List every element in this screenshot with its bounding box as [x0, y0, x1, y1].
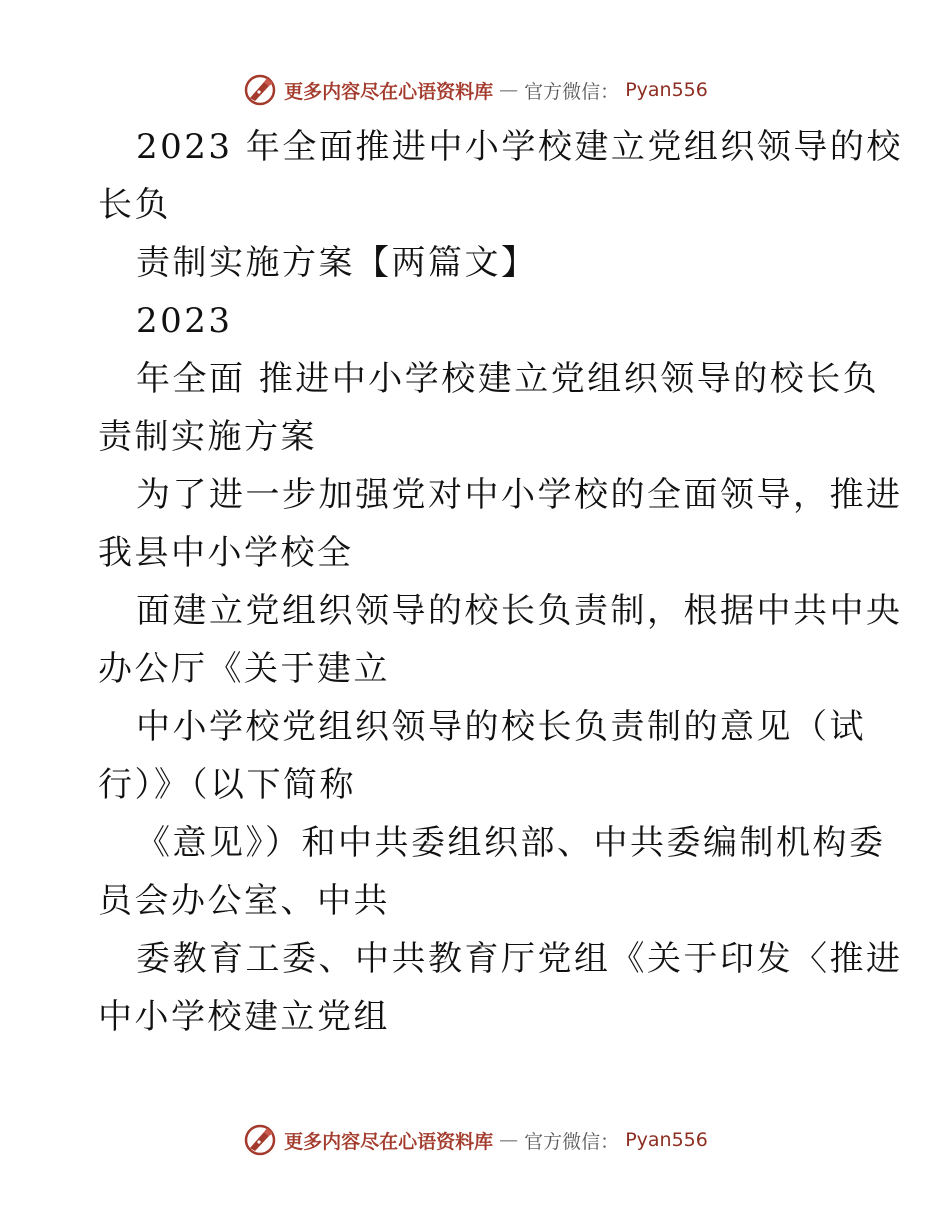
document-line: 责制实施方案【两篇文】 — [136, 243, 538, 283]
watermark-dash: — — [499, 1129, 519, 1151]
watermark-wechat-id: Pyan556 — [625, 1129, 708, 1151]
document-line: 中小学校建立党组 — [98, 997, 390, 1037]
document-line: 员会办公室、中共 — [98, 881, 390, 921]
watermark-wechat-id: Pyan556 — [625, 79, 708, 101]
document-line: 年全面 推进中小学校建立党组织领导的校长负 — [136, 359, 880, 399]
footer-watermark — [0, 1118, 950, 1162]
watermark-text: 更多内容尽在心语资料库 — [284, 80, 494, 103]
document-line: 面建立党组织领导的校长负责制，根据中共中央 — [136, 591, 903, 631]
watermark-wechat-label: 官方微信： — [524, 80, 620, 103]
watermark-content — [242, 72, 708, 108]
document-line: 为了进一步加强党对中小学校的全面领导，推进 — [136, 475, 903, 515]
pen-nib-circle-icon — [242, 1122, 278, 1158]
document-body — [98, 118, 903, 1046]
document-line: 我县中小学校全 — [98, 533, 354, 573]
header-watermark — [0, 68, 950, 112]
pen-nib-circle-icon — [242, 72, 278, 108]
document-line: 《意见》）和中共委组织部、中共委编制机构委 — [136, 823, 886, 863]
document-line: 中小学校党组织领导的校长负责制的意见（试 — [136, 707, 866, 747]
document-line: 委教育工委、中共教育厅党组《关于印发〈推进 — [136, 939, 903, 979]
document-line: 长负 — [98, 185, 171, 225]
document-line: 责制实施方案 — [98, 417, 317, 457]
document-line: 2023 年全面推进中小学校建立党组织领导的校 — [136, 127, 903, 167]
watermark-wechat-label: 官方微信： — [524, 1130, 620, 1153]
watermark-dash: — — [499, 79, 519, 101]
watermark-text: 更多内容尽在心语资料库 — [284, 1130, 494, 1153]
document-line: 行）》（以下简称 — [98, 765, 356, 805]
watermark-content — [242, 1122, 708, 1158]
document-line: 办公厅《关于建立 — [98, 649, 390, 689]
document-line: 2023 — [136, 301, 233, 341]
